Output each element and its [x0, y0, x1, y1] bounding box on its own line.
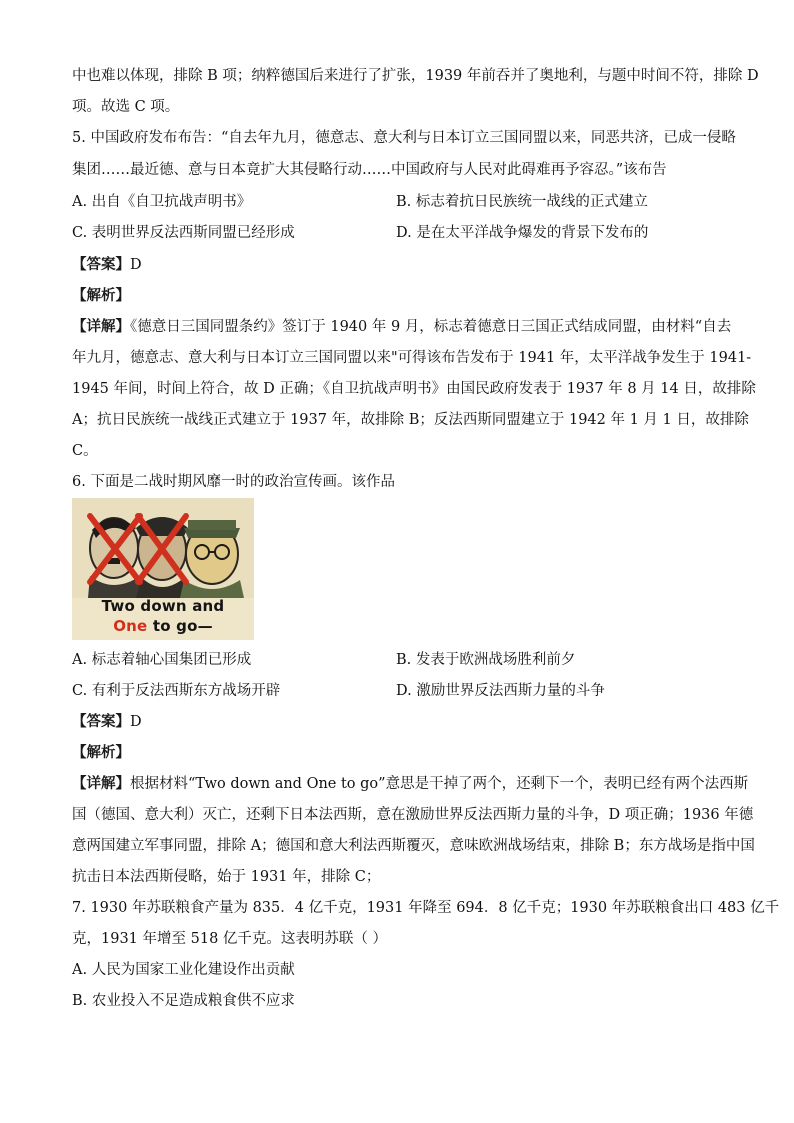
text-line: 年九月，德意志、意大利与日本订立三国同盟以来"可得该布告发布于 1941 年，太平洋战争发生于 1941- — [72, 350, 752, 366]
question-5-stem: 5. 中国政府发布布告：“自去年九月，德意志、意大利与日本订立三国同盟以来，同恶共济，已成一侵略 — [72, 130, 736, 146]
hitler-caricature — [88, 518, 142, 598]
q5-option-a: A. 出自《自卫抗战声明书》 — [72, 194, 252, 210]
analysis-tag: 【解析】 — [72, 287, 130, 304]
question-7-stem: 7. 1930 年苏联粮食产量为 835．4 亿千克，1931 年降至 694．8 亿千克；1930 年苏联粮食出口 483 亿千 — [72, 900, 780, 916]
q6-option-b: B. 发表于欧洲战场胜利前夕 — [396, 652, 576, 668]
q5-detail — [72, 317, 731, 337]
question-7-stem: 克，1931 年增至 518 亿千克。这表明苏联（ ） — [72, 931, 388, 947]
poster-illustration — [72, 498, 254, 598]
q5-analysis-heading — [72, 286, 130, 306]
q7-option-b: B. 农业投入不足造成粮食供不应求 — [72, 993, 295, 1009]
question-6-stem: 6. 下面是二战时期风靡一时的政治宣传画。该作品 — [72, 474, 395, 490]
answer-tag: 【答案】 — [72, 713, 130, 730]
detail-text: 根据材料“Two down and One to go”意思是干掉了两个，还剩下一个，表明已经有两个法西斯 — [130, 776, 749, 792]
poster-caption-rest: to go— — [147, 617, 213, 635]
q5-answer — [72, 255, 142, 275]
text-line: 国（德国、意大利）灭亡，还剩下日本法西斯，意在激励世界反法西斯力量的斗争，D 项正确；1936 年德 — [72, 807, 754, 823]
q5-option-b: B. 标志着抗日民族统一战线的正式建立 — [396, 194, 648, 210]
q6-answer — [72, 712, 142, 732]
poster-caption-line-1: Two down and — [101, 597, 225, 615]
propaganda-poster — [72, 498, 254, 640]
text-line: 中也难以体现，排除 B 项；纳粹德国后来进行了扩张，1939 年前吞并了奥地利，与题中时间不符，排除 D — [72, 68, 759, 84]
text-line: 1945 年间，时间上符合，故 D 正确；《自卫抗战声明书》由国民政府发表于 1937 年 8 月 14 日，故排除 — [72, 381, 756, 397]
q6-option-a: A. 标志着轴心国集团已形成 — [72, 652, 252, 668]
detail-text: 《德意日三国同盟条约》签订于 1940 年 9 月，标志着德意日三国正式结成同盟，由材料“自去 — [130, 319, 732, 335]
q6-option-d: D. 激励世界反法西斯力量的斗争 — [396, 683, 605, 699]
detail-tag: 【详解】 — [72, 775, 130, 792]
q5-option-d: D. 是在太平洋战争爆发的背景下发布的 — [396, 225, 649, 241]
answer-tag: 【答案】 — [72, 256, 130, 273]
text-line: C。 — [72, 443, 98, 459]
text-line: 项。故选 C 项。 — [72, 99, 180, 115]
analysis-tag: 【解析】 — [72, 744, 130, 761]
text-line: 抗击日本法西斯侵略，始于 1931 年，排除 C； — [72, 869, 381, 885]
q5-option-c: C. 表明世界反法西斯同盟已经形成 — [72, 225, 295, 241]
text-line: A；抗日民族统一战线正式建立于 1937 年，故排除 B；反法西斯同盟建立于 1942 年 1 月 1 日，故排除 — [72, 412, 749, 428]
answer-value: D — [130, 257, 142, 273]
q6-option-c: C. 有利于反法西斯东方战场开辟 — [72, 683, 281, 699]
q7-option-a: A. 人民为国家工业化建设作出贡献 — [72, 962, 295, 978]
poster-caption-red-word: One — [113, 617, 148, 635]
q6-analysis-heading — [72, 743, 130, 763]
poster-caption-line-2 — [72, 617, 254, 635]
question-5-stem: 集团……最近德、意与日本竟扩大其侵略行动……中国政府与人民对此碍难再予容忍。”该布告 — [72, 162, 667, 178]
q6-detail — [72, 774, 748, 794]
answer-value: D — [130, 714, 142, 730]
detail-tag: 【详解】 — [72, 318, 130, 335]
text-line: 意两国建立军事同盟，排除 A；德国和意大利法西斯覆灭，意味欧洲战场结束，排除 B；东方战场是指中国 — [72, 838, 755, 854]
